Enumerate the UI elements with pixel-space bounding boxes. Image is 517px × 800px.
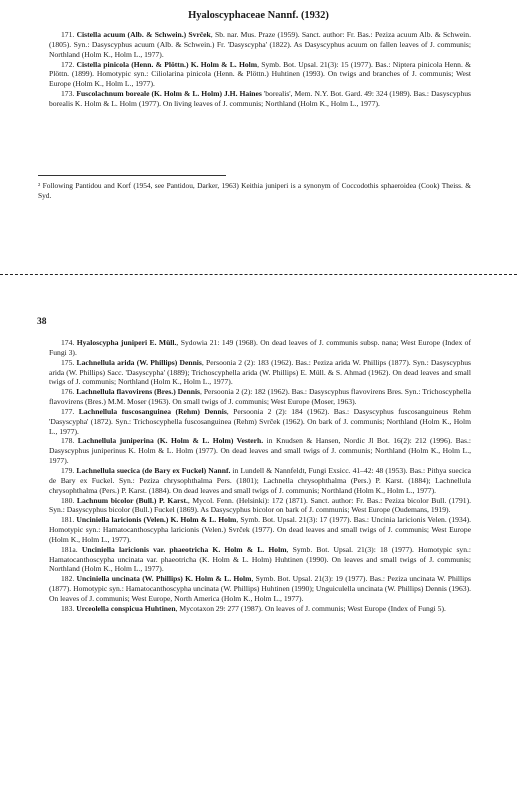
entry-number: 174 [61,338,73,347]
entry: 172. Cistella pinicola (Henn. & Plöttn.) K. Holm & L. Holm, Symb. Bot. Upsal. 21(3): 15 (1977). Bas.: Niptera pinicola Henn. & Plöttn. (1899). Homotypic syn.: Ciliolarina pinicola (Henn. & Plöttn.) Huhtinen (1993). On twigs and branches of J. communis; West Europe (Holm K., Holm L., 1977). [49,59,471,89]
entry: 181a. Unciniella laricionis var. phaeotricha K. Holm & L. Holm, Symb. Bot. Upsal. 21(3): 18 (1977). Homotypic syn.: Hamatocanthoscypha uncinata var. phaeotricha (K. Holm & L. Holm) Huhtinen (1990). On leaves and small twigs of J. communis; Northland (Holm K., Holm L., 1977). [49,544,472,574]
entry-number: 182 [61,574,73,584]
entry: 177. Lachnellula fuscosanguinea (Rehm) Dennis, Persoonia 2 (2): 184 (1962). Bas.: Dasyscyphus fuscosanguineus Rehm 'Dasyscypha' (1872). Syn.: Trichoscyphella fuscosanguinea (Rehm) Svrček (1962). On bark of J. communis; Northland (Holm K., Holm L., 1977). [49,406,471,436]
entry-name: Unciniella uncinata (W. Phillips) K. Holm & L. Holm [76,574,252,584]
entry-name: Unciniella laricionis (Velen.) K. Holm & L. Holm [76,515,237,525]
entry: 173. Fuscolachnum boreale (K. Holm & L. Holm) J.H. Haines 'borealis', Mem. N.Y. Bot. Gard. 49: 324 (1989). Bas.: Dasyscyphus borealis K. Holm & L. Holm (1977). On living leaves of J. communis; Northland (Holm K., Holm L., 1977). [49,89,472,108]
entry-text: , Symb. Bot. Upsal. 21(3): 19 (1977). Bas.: Peziza uncinata W. Phillips (1877). Homotypic syn.: Hamatocanthoscypha uncinata (W. Phillips) Huhtinen (1990); Unguiculella uncinata (W. Phillips) Dennis (1963). On leaves of J. communis; West Europe, North America (Holm K., Holm L., 1977). [49,574,472,603]
entry: 182. Unciniella uncinata (W. Phillips) K. Holm & L. Holm, Symb. Bot. Upsal. 21(3): 19 (1977). Bas.: Peziza uncinata W. Phillips (1877). Homotypic syn.: Hamatocanthoscypha uncinata (W. Phillips) Huhtinen (1990); Unguiculella uncinata (W. Phillips) Dennis (1963). On leaves of J. communis; West Europe, North America (Holm K., Holm L., 1977). [49,574,472,603]
entry-name: Lachnellula suecica (de Bary ex Fuckel) Nannf. [76,465,231,475]
entry: 179. Lachnellula suecica (de Bary ex Fuckel) Nannf. in Lundell & Nannfeldt, Fungi Exsicc. 41–42: 48 (1953). Bas.: Pithya suecica de Bary ex Fuckel. Syn.: Peziza chrysophthalma Pers. (1801); Lachnella chrysophthalma (Pers.) P. Karst. (1884); Lachnellula chrysophthalma (Pers.) P. Karst. (1884). On dead leaves and small twigs of J. communis; Northland (Holm K., Holm L., 1977). [49,465,471,495]
entry-name: Lachnellula juniperina (K. Holm & L. Holm) Vesterh. [77,436,264,446]
entry-name: Urceolella conspicua Huhtinen [76,603,176,613]
entry-number: 178 [61,436,73,446]
entry-text: , Persoonia 2 (2): 183 (1962). Bas.: Peziza arida W. Phillips (1877). Syn.: Dasyscyphus arida (W. Phillips) Sacc. 'Dasyscypha' (1889); Trichoscyphella arida (W. Phillips) E. Müll. & S. Ahmad (1962). On dead leaves and small twigs of J. communis; Northland (Holm K., Holm L., 1977). [49,357,472,387]
entry-text: 'borealis', Mem. N.Y. Bot. Gard. 49: 324 (1989). Bas.: Dasyscyphus borealis K. Holm & L. Holm (1977). On living leaves of J. communis; Northland (Holm K., Holm L., 1977). [49,89,472,108]
entry-number: 181 [61,515,73,525]
entry-text: in Knudsen & Hansen, Nordic Jl Bot. 16(2): 212 (1996). Bas.: Dasyscyphus juniperinus K. Holm & L. Holm (1977). On dead leaves and small twigs of J. communis; Northland (Holm K., Holm L., 1977). [49,436,472,466]
entry-number: 172 [61,59,73,69]
entry-text: , Sb. nar. Mus. Praze (1959). Sanct. author: Fr. Bas.: Peziza acuum Alb. & Schwein. (1805). Syn.: Dasyscyphus acuum (Alb. & Schwein.) Fr. 'Dasyscypha' (1822). As Dasyscyphus acuum on fallen leaves of J. communis; Northland (Holm K., Holm L., 1977). [49,30,471,59]
entry-text: , Sydowia 21: 149 (1968). On dead leaves of J. communis subsp. nana; West Europe (Index of Fungi 3). [49,338,471,357]
entry: 175. Lachnellula arida (W. Phillips) Dennis, Persoonia 2 (2): 183 (1962). Bas.: Peziza arida W. Phillips (1877). Syn.: Dasyscyphus arida (W. Phillips) Sacc. 'Dasyscypha' (1889); Trichoscyphella arida (W. Phillips) E. Müll. & S. Ahmad (1962). On dead leaves and small twigs of J. communis; Northland (Holm K., Holm L., 1977). [49,357,472,387]
entry-number: 173 [61,89,73,99]
footnote-divider [38,175,226,176]
entry-name: Unciniella laricionis var. phaeotricha K. Holm & L. Holm [81,544,287,554]
entry: 183. Urceolella conspicua Huhtinen, Mycotaxon 29: 277 (1987). On leaves of J. communis; West Europe (Index of Fungi 5). [61,603,446,613]
family-header: Hyaloscyphaceae Nannf. (1932) [188,10,329,21]
entry-number: 183 [61,603,73,613]
entry-name: Lachnellula fuscosanguinea (Rehm) Dennis [78,406,227,416]
entry-text: , Persoonia 2 (2): 182 (1962). Bas.: Dasyscyphus flavovirens Bres. Syn.: Trichoscyphella flavovirens (Bres.) M.M. Moser (1963). On small twigs of J. communis; West Europe (Moser, 1963). [49,387,471,407]
top-page [0,0,517,268]
entry-text: , Mycol. Fenn. (Helsinki): 172 (1871). Sanct. author: Fr. Bas.: Peziza bicolor Bull. (1791). Syn.: Dasyscyphus bicolor (Bull.) Fuckel (1869). As Dasyscyphus bicolor on bark of J. communis; West Europe (Oudemans, 1919). [49,495,472,515]
entry-text: , Symb. Bot. Upsal. 21(3): 17 (1977). Bas.: Uncinia laricionis Velen. (1934). Homotypic syn.: Hamatocanthoscypha laricionis (Velen.) Svrček (1977). On dead leaves and small twigs of J. communis; West Europe (Holm K., Holm L., 1977). [49,515,472,544]
entry-number: 171 [61,30,73,39]
footnote: ² Following Pantidou and Korf (1954, see Pantidou, Darker, 1963) Keithia juniperi is a synonym of Coccodothis sphaeroidea (Cook) Theiss. & Syd. [38,181,471,200]
entry-number: 180 [61,495,73,505]
entry-number: 181a [61,544,76,554]
entry-name: Cistella pinicola (Henn. & Plöttn.) K. Holm & L. Holm [76,59,258,69]
bottom-entries [49,338,471,614]
entry-text: in Lundell & Nannfeldt, Fungi Exsicc. 41–42: 48 (1953). Bas.: Pithya suecica de Bary ex Fuckel. Syn.: Peziza chrysophthalma Pers. (1801); Lachnella chrysophthalma (Pers.) P. Karst. (1884); Lachnellula chrysophthalma (Pers.) P. Karst. (1884). On dead leaves and small twigs of J. communis; Northland (Holm K., Holm L., 1977). [49,465,471,495]
entry-name: Fuscolachnum boreale (K. Holm & L. Holm) J.H. Haines [76,89,262,99]
entry-number: 177 [61,406,73,416]
entry-name: Lachnum bicolor (Bull.) P. Karst. [76,495,188,505]
entry: 178. Lachnellula juniperina (K. Holm & L. Holm) Vesterh. in Knudsen & Hansen, Nordic Jl Bot. 16(2): 212 (1996). Bas.: Dasyscyphus juniperinus K. Holm & L. Holm (1977). On dead leaves and small twigs of J. communis; Northland (Holm K., Holm L., 1977). [49,436,472,466]
page-cut-separator [0,274,517,275]
entry-number: 179 [61,465,73,475]
entry: 180. Lachnum bicolor (Bull.) P. Karst., Mycol. Fenn. (Helsinki): 172 (1871). Sanct. author: Fr. Bas.: Peziza bicolor Bull. (1791). Syn.: Dasyscyphus bicolor (Bull.) Fuckel (1869). As Dasyscyphus bicolor on bark of J. communis; West Europe (Oudemans, 1919). [49,495,472,515]
entry: 171. Cistella acuum (Alb. & Schwein.) Svrček, Sb. nar. Mus. Praze (1959). Sanct. author: Fr. Bas.: Peziza acuum Alb. & Schwein. (1805). Syn.: Dasyscyphus acuum (Alb. & Schwein.) Fr. 'Dasyscypha' (1822). As Dasyscyphus acuum on fallen leaves of J. communis; Northland (Holm K., Holm L., 1977). [49,30,471,59]
entry-name: Lachnellula arida (W. Phillips) Dennis [76,357,202,367]
entry-name: Lachnellula flavovirens (Bres.) Dennis [76,387,201,397]
entry-number: 175 [61,357,73,367]
entry-text: , Symb. Bot. Upsal. 21(3): 15 (1977). Bas.: Niptera pinicola Henn. & Plöttn. (1899). Homotypic syn.: Ciliolarina pinicola (Henn. & Plöttn.) Huhtinen (1993). On twigs and branches of J. communis; West Europe (Holm K., Holm L., 1977). [49,59,471,89]
entry-name: Cistella acuum (Alb. & Schwein.) Svrček [76,30,211,39]
entry-text: , Persoonia 2 (2): 184 (1962). Bas.: Dasyscyphus fuscosanguineus Rehm 'Dasyscypha' (1872). Syn.: Trichoscyphella fuscosanguinea (Rehm) Svrček (1962). On bark of J. communis; Northland (Holm K., Holm L., 1977). [49,406,471,436]
top-entries [49,30,471,109]
entry-name: Hyaloscypha juniperi E. Müll. [76,338,177,347]
page-number: 38 [37,317,47,327]
entry-text: , Mycotaxon 29: 277 (1987). On leaves of J. communis; West Europe (Index of Fungi 5). [175,603,446,613]
entry-text: , Symb. Bot. Upsal. 21(3): 18 (1977). Homotypic syn.: Hamatocanthoscypha uncinata var. phaeotricha (K. Holm & L. Holm) Huhtinen (1990). On leaves and small twigs of J. communis; Northland (Holm K., Holm L., 1977). [49,544,472,574]
entry: 174. Hyaloscypha juniperi E. Müll., Sydowia 21: 149 (1968). On dead leaves of J. communis subsp. nana; West Europe (Index of Fungi 3). [49,338,471,357]
entry: 181. Unciniella laricionis (Velen.) K. Holm & L. Holm, Symb. Bot. Upsal. 21(3): 17 (1977). Bas.: Uncinia laricionis Velen. (1934). Homotypic syn.: Hamatocanthoscypha laricionis (Velen.) Svrček (1977). On dead leaves and small twigs of J. communis; West Europe (Holm K., Holm L., 1977). [49,515,472,544]
entry: 176. Lachnellula flavovirens (Bres.) Dennis, Persoonia 2 (2): 182 (1962). Bas.: Dasyscyphus flavovirens Bres. Syn.: Trichoscyphella flavovirens (Bres.) M.M. Moser (1963). On small twigs of J. communis; West Europe (Moser, 1963). [49,387,471,407]
entry-number: 176 [61,387,73,397]
